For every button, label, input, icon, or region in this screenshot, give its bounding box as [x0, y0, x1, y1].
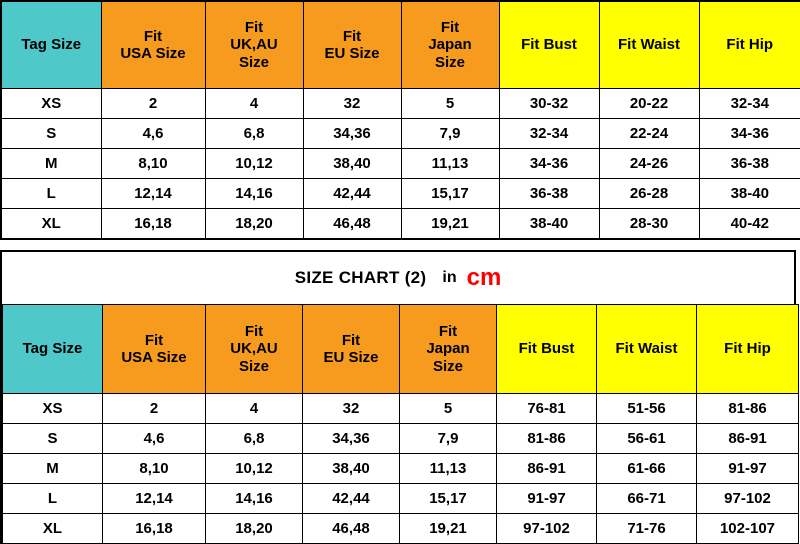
cell: 6,8 [205, 119, 303, 149]
header-cell-uk-au-size: Fit UK,AU Size [206, 305, 303, 394]
cell: M [3, 454, 103, 484]
cell: XS [3, 394, 103, 424]
cell: 5 [401, 89, 499, 119]
header-cell-fit-bust: Fit Bust [499, 1, 599, 89]
table-row [1, 179, 800, 209]
cell: 32 [303, 89, 401, 119]
cell: 24-26 [599, 149, 699, 179]
cell: 34,36 [303, 119, 401, 149]
cell: 11,13 [400, 454, 497, 484]
header-cell-japan-size: Fit Japan Size [400, 305, 497, 394]
cell: 19,21 [400, 514, 497, 544]
header-cell-eu-size: Fit EU Size [303, 305, 400, 394]
cell: 18,20 [205, 209, 303, 240]
size-chart-table-1 [0, 0, 800, 240]
header-cell-usa-size: Fit USA Size [101, 1, 205, 89]
cell: 28-30 [599, 209, 699, 240]
cell: S [3, 424, 103, 454]
cell: 76-81 [497, 394, 597, 424]
cell: 8,10 [103, 454, 206, 484]
header-cell-japan-size: Fit Japan Size [401, 1, 499, 89]
cell: 4,6 [103, 424, 206, 454]
cell: 10,12 [206, 454, 303, 484]
cell: 4 [206, 394, 303, 424]
table-row [3, 394, 799, 424]
cell: 5 [400, 394, 497, 424]
table-1-header-row [1, 1, 800, 89]
cell: 11,13 [401, 149, 499, 179]
cell: 91-97 [497, 484, 597, 514]
table-2-header-row [3, 305, 799, 394]
cell: 20-22 [599, 89, 699, 119]
cell: 12,14 [103, 484, 206, 514]
cell: 8,10 [101, 149, 205, 179]
cell: 19,21 [401, 209, 499, 240]
cell: 34-36 [699, 119, 800, 149]
cell: L [1, 179, 101, 209]
cell: 2 [101, 89, 205, 119]
cell: 34-36 [499, 149, 599, 179]
cell: 32-34 [499, 119, 599, 149]
table-row [1, 89, 800, 119]
chart-2-title-text: SIZE CHART (2) [294, 268, 427, 287]
cell: 81-86 [697, 394, 799, 424]
cell: 38-40 [499, 209, 599, 240]
cell: 36-38 [699, 149, 800, 179]
cell: 15,17 [400, 484, 497, 514]
cell: 97-102 [497, 514, 597, 544]
table-row [1, 149, 800, 179]
header-cell-eu-size: Fit EU Size [303, 1, 401, 89]
cell: 91-97 [697, 454, 799, 484]
cell: M [1, 149, 101, 179]
cell: 22-24 [599, 119, 699, 149]
table-row [1, 209, 800, 240]
cell: XS [1, 89, 101, 119]
chart-2-title [2, 252, 794, 304]
cell: 40-42 [699, 209, 800, 240]
chart-2-title-in: in [442, 269, 457, 286]
cell: 7,9 [401, 119, 499, 149]
cell: 42,44 [303, 484, 400, 514]
cell: 71-76 [597, 514, 697, 544]
cell: 66-71 [597, 484, 697, 514]
header-cell-fit-waist: Fit Waist [599, 1, 699, 89]
cell: 2 [103, 394, 206, 424]
cell: 102-107 [697, 514, 799, 544]
cell: 16,18 [103, 514, 206, 544]
cell: 14,16 [205, 179, 303, 209]
cell: 61-66 [597, 454, 697, 484]
cell: 81-86 [497, 424, 597, 454]
cell: 46,48 [303, 209, 401, 240]
cell: 4 [205, 89, 303, 119]
cell: 10,12 [205, 149, 303, 179]
cell: 30-32 [499, 89, 599, 119]
header-cell-tag-size: Tag Size [1, 1, 101, 89]
cell: 32-34 [699, 89, 800, 119]
chart-divider [0, 240, 800, 250]
cell: 18,20 [206, 514, 303, 544]
table-row [3, 484, 799, 514]
cell: S [1, 119, 101, 149]
cell: 38,40 [303, 454, 400, 484]
cell: 14,16 [206, 484, 303, 514]
cell: 16,18 [101, 209, 205, 240]
cell: 7,9 [400, 424, 497, 454]
chart-2-title-unit: cm [466, 264, 502, 291]
cell: 46,48 [303, 514, 400, 544]
header-cell-uk-au-size: Fit UK,AU Size [205, 1, 303, 89]
cell: 12,14 [101, 179, 205, 209]
cell: 56-61 [597, 424, 697, 454]
size-chart-table-2 [2, 304, 799, 544]
table-row [3, 454, 799, 484]
cell: 42,44 [303, 179, 401, 209]
cell: 38-40 [699, 179, 800, 209]
cell: 34,36 [303, 424, 400, 454]
header-cell-fit-waist: Fit Waist [597, 305, 697, 394]
header-cell-fit-bust: Fit Bust [497, 305, 597, 394]
table-row [3, 514, 799, 544]
table-row [3, 424, 799, 454]
header-cell-fit-hip: Fit Hip [697, 305, 799, 394]
header-cell-fit-hip: Fit Hip [699, 1, 800, 89]
cell: 26-28 [599, 179, 699, 209]
table-row [1, 119, 800, 149]
header-cell-tag-size: Tag Size [3, 305, 103, 394]
cell: L [3, 484, 103, 514]
cell: 4,6 [101, 119, 205, 149]
cell: 38,40 [303, 149, 401, 179]
cell: 6,8 [206, 424, 303, 454]
cell: XL [1, 209, 101, 240]
cell: 86-91 [497, 454, 597, 484]
cell: 86-91 [697, 424, 799, 454]
cell: 51-56 [597, 394, 697, 424]
cell: 97-102 [697, 484, 799, 514]
header-cell-usa-size: Fit USA Size [103, 305, 206, 394]
size-chart-2-container [0, 250, 796, 544]
cell: 15,17 [401, 179, 499, 209]
cell: 32 [303, 394, 400, 424]
cell: XL [3, 514, 103, 544]
cell: 36-38 [499, 179, 599, 209]
